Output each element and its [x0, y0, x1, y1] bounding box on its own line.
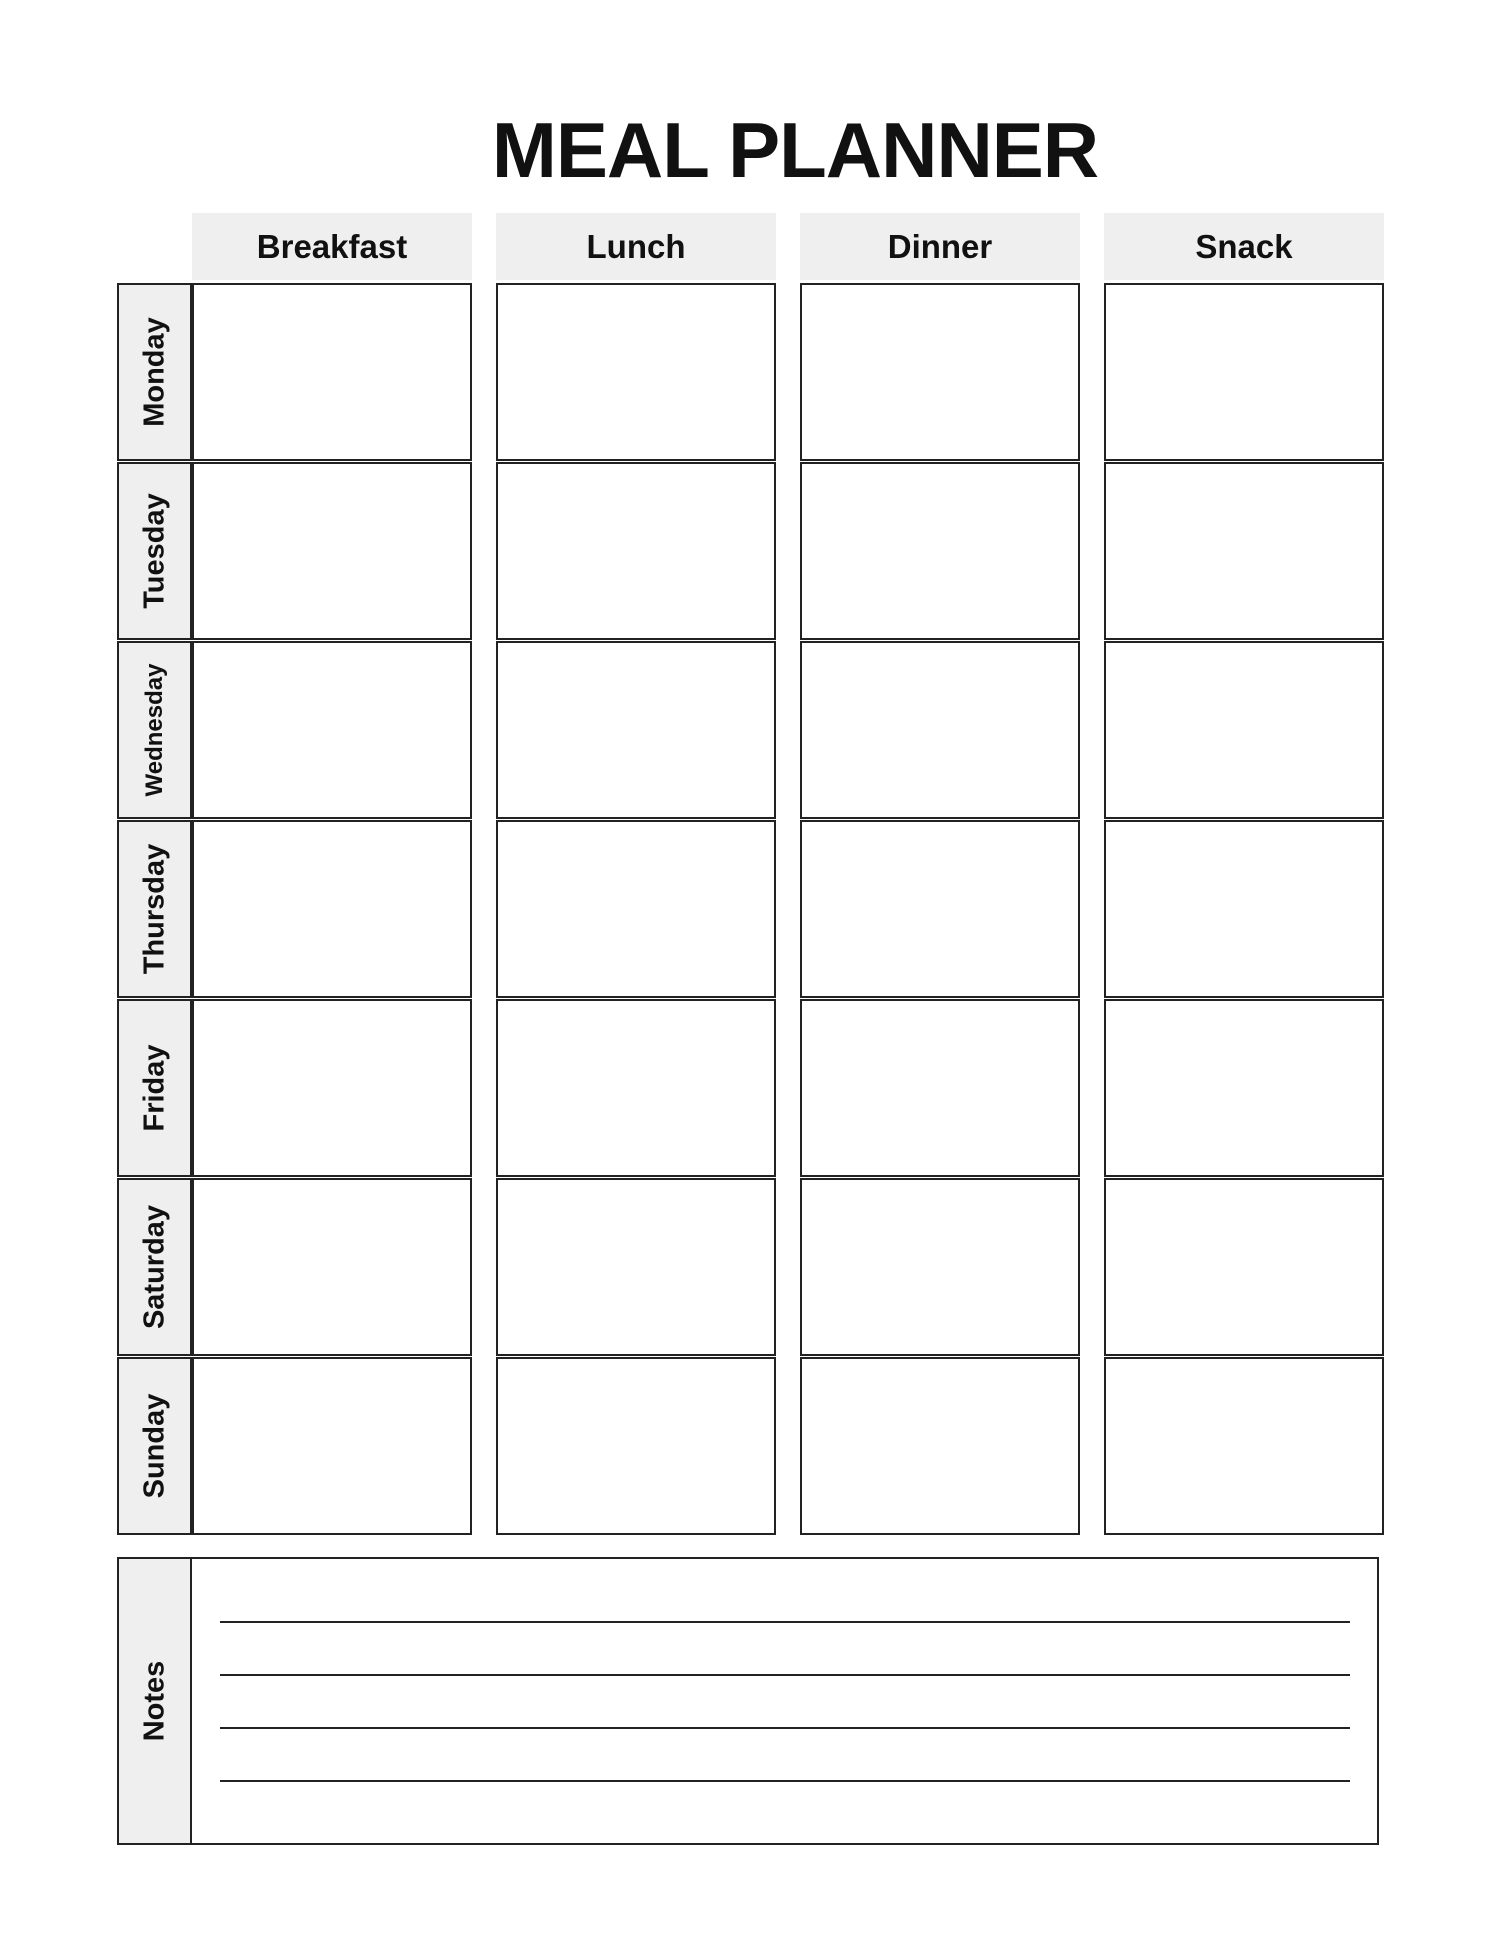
day-label-thursday	[117, 820, 192, 998]
day-label-text: Tuesday	[138, 493, 170, 609]
cell-saturday-lunch[interactable]	[496, 1178, 776, 1356]
column-header-lunch: Lunch	[496, 213, 776, 280]
cell-tuesday-lunch[interactable]	[496, 462, 776, 640]
notes-section	[117, 1557, 1379, 1845]
day-label-text: Monday	[138, 317, 170, 427]
cell-sunday-snack[interactable]	[1104, 1357, 1384, 1535]
day-label-saturday	[117, 1178, 192, 1356]
cell-sunday-breakfast[interactable]	[192, 1357, 472, 1535]
notes-label-cell	[119, 1559, 192, 1843]
notes-label: Notes	[138, 1660, 170, 1742]
cell-monday-lunch[interactable]	[496, 283, 776, 461]
day-label-text: Friday	[138, 1044, 170, 1132]
cell-monday-snack[interactable]	[1104, 283, 1384, 461]
cell-thursday-snack[interactable]	[1104, 820, 1384, 998]
cell-thursday-dinner[interactable]	[800, 820, 1080, 998]
day-label-text: Wednesday	[140, 663, 168, 797]
column-header-breakfast: Breakfast	[192, 213, 472, 280]
cell-wednesday-dinner[interactable]	[800, 641, 1080, 819]
cell-thursday-lunch[interactable]	[496, 820, 776, 998]
day-label-text: Sunday	[138, 1393, 170, 1499]
column-header-snack: Snack	[1104, 213, 1384, 280]
cell-wednesday-snack[interactable]	[1104, 641, 1384, 819]
cell-sunday-lunch[interactable]	[496, 1357, 776, 1535]
cell-tuesday-dinner[interactable]	[800, 462, 1080, 640]
cell-friday-breakfast[interactable]	[192, 999, 472, 1177]
day-label-text: Saturday	[138, 1204, 170, 1330]
cell-tuesday-snack[interactable]	[1104, 462, 1384, 640]
day-label-wednesday	[117, 641, 192, 819]
cell-monday-dinner[interactable]	[800, 283, 1080, 461]
cell-saturday-dinner[interactable]	[800, 1178, 1080, 1356]
column-header-dinner: Dinner	[800, 213, 1080, 280]
cell-wednesday-breakfast[interactable]	[192, 641, 472, 819]
day-label-tuesday	[117, 462, 192, 640]
notes-line[interactable]	[220, 1727, 1350, 1729]
day-label-text: Thursday	[138, 843, 170, 975]
cell-sunday-dinner[interactable]	[800, 1357, 1080, 1535]
notes-line[interactable]	[220, 1674, 1350, 1676]
cell-friday-dinner[interactable]	[800, 999, 1080, 1177]
cell-saturday-snack[interactable]	[1104, 1178, 1384, 1356]
cell-tuesday-breakfast[interactable]	[192, 462, 472, 640]
notes-line[interactable]	[220, 1621, 1350, 1623]
cell-friday-snack[interactable]	[1104, 999, 1384, 1177]
cell-friday-lunch[interactable]	[496, 999, 776, 1177]
cell-monday-breakfast[interactable]	[192, 283, 472, 461]
notes-line[interactable]	[220, 1780, 1350, 1782]
day-label-sunday	[117, 1357, 192, 1535]
day-label-friday	[117, 999, 192, 1177]
day-label-monday	[117, 283, 192, 461]
cell-saturday-breakfast[interactable]	[192, 1178, 472, 1356]
page-title: MEAL PLANNER	[491, 106, 1099, 194]
cell-thursday-breakfast[interactable]	[192, 820, 472, 998]
cell-wednesday-lunch[interactable]	[496, 641, 776, 819]
